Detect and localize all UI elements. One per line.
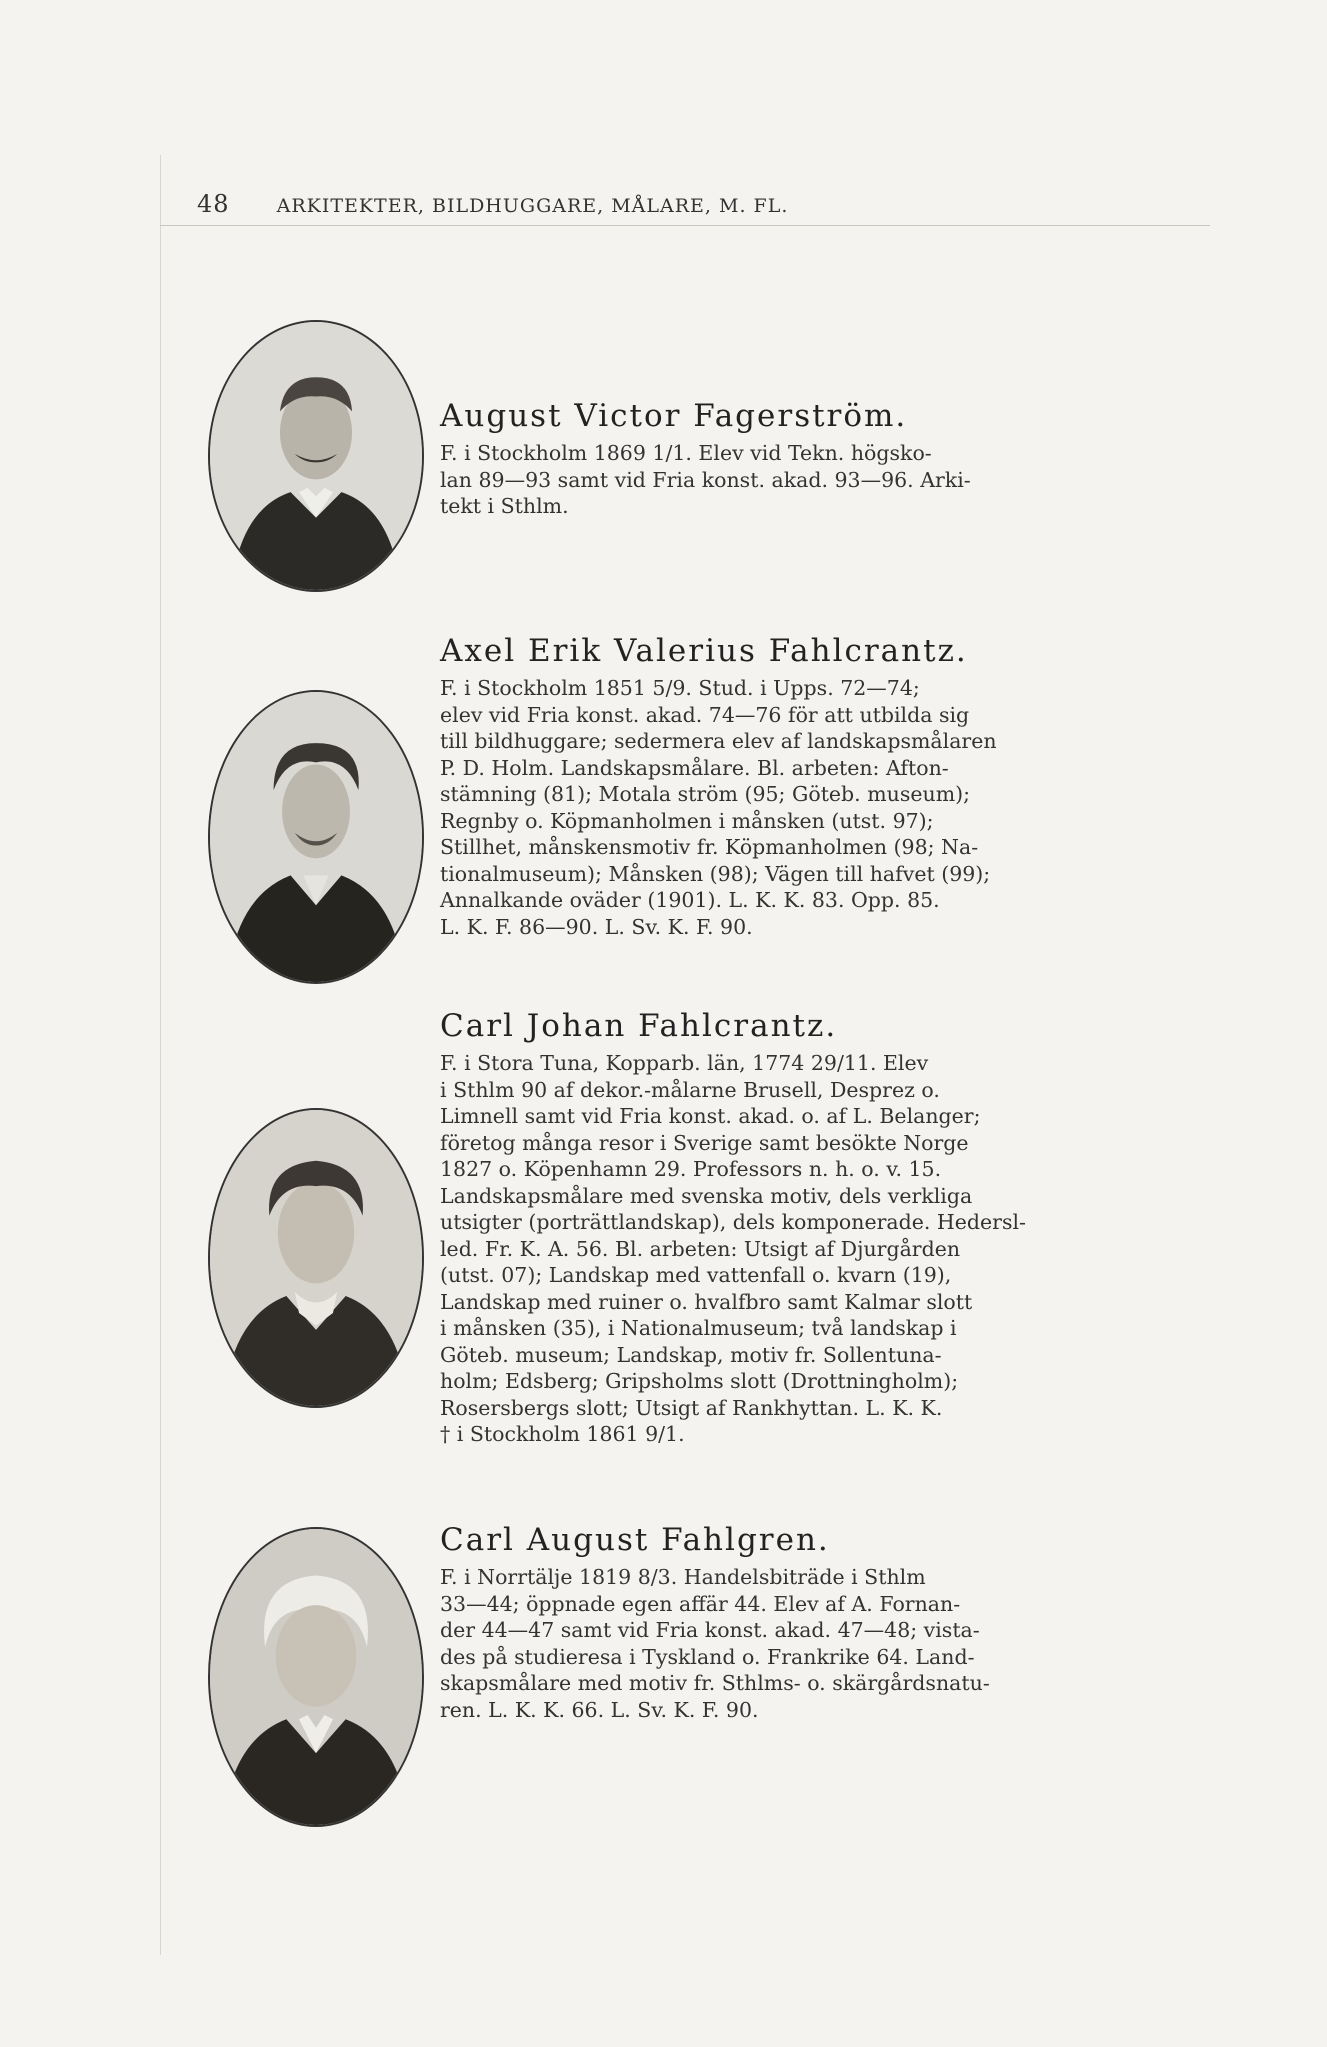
entry-name: Carl August Fahlgren. bbox=[440, 1522, 830, 1558]
entry-name: Axel Erik Valerius Fahlcrantz. bbox=[440, 633, 968, 669]
entry-name: Carl Johan Fahlcrantz. bbox=[440, 1008, 838, 1044]
text-line: lan 89—93 samt vid Fria konst. akad. 93—96. Arki- bbox=[440, 467, 971, 492]
text-line: holm; Edsberg; Gripsholms slott (Drottningholm); bbox=[440, 1369, 959, 1393]
portrait-axel-fahlcrantz bbox=[208, 690, 424, 984]
text-line: i månsken (35), i Nationalmuseum; två landskap i bbox=[440, 1316, 957, 1340]
text-line: Landskapsmålare med svenska motiv, dels verkliga bbox=[440, 1183, 973, 1208]
text-line: Regnby o. Köpmanholmen i månsken (utst. 97); bbox=[440, 808, 934, 833]
portrait-fahlgren bbox=[208, 1527, 424, 1827]
text-line: Rosersbergs slott; Utsigt af Rankhyttan. L. K. K. bbox=[440, 1395, 943, 1420]
portrait-fagerstrom bbox=[208, 320, 424, 592]
running-header bbox=[197, 190, 1057, 218]
text-line: der 44—47 samt vid Fria konst. akad. 47—48; vista- bbox=[440, 1618, 980, 1642]
text-line: tekt i Sthlm. bbox=[440, 494, 569, 518]
text-line: (utst. 07); Landskap med vattenfall o. kvarn (19), bbox=[440, 1263, 952, 1287]
text-line: des på studieresa i Tyskland o. Frankrike 64. Land- bbox=[440, 1644, 975, 1669]
page-edge-line bbox=[160, 155, 161, 1955]
header-rule bbox=[160, 225, 1210, 226]
entry-carl-johan-fahlcrantz bbox=[440, 1008, 1130, 1448]
text-line: Landskap med ruiner o. hvalfbro samt Kalmar slott bbox=[440, 1289, 973, 1314]
text-line: Annalkande oväder (1901). L. K. K. 83. Opp. 85. bbox=[440, 888, 940, 912]
entry-text bbox=[440, 675, 1130, 940]
text-line: led. Fr. K. A. 56. Bl. arbeten: Utsigt af Djurgården bbox=[440, 1236, 961, 1261]
text-line: F. i Norrtälje 1819 8/3. Handelsbiträde i Sthlm bbox=[440, 1565, 926, 1589]
entry-text bbox=[440, 440, 1130, 520]
text-line: † i Stockholm 1861 9/1. bbox=[440, 1422, 685, 1446]
text-line: till bildhuggare; sedermera elev af landskapsmålaren bbox=[440, 729, 997, 753]
text-line: P. D. Holm. Landskapsmålare. Bl. arbeten: Afton- bbox=[440, 755, 949, 780]
entry-axel-fahlcrantz bbox=[440, 633, 1130, 940]
text-line: F. i Stora Tuna, Kopparb. län, 1774 29/11. Elev bbox=[440, 1051, 929, 1075]
text-line: Limnell samt vid Fria konst. akad. o. af L. Belanger; bbox=[440, 1104, 981, 1128]
entry-text bbox=[440, 1564, 1130, 1723]
text-line: F. i Stockholm 1869 1/1. Elev vid Tekn. högsko- bbox=[440, 441, 932, 465]
text-line: 33—44; öppnade egen affär 44. Elev af A. Fornan- bbox=[440, 1591, 961, 1616]
text-line: i Sthlm 90 af dekor.-målarne Brusell, Desprez o. bbox=[440, 1077, 940, 1102]
text-line: Stillhet, månskensmotiv fr. Köpmanholmen (98; Na- bbox=[440, 835, 979, 859]
text-line: stämning (81); Motala ström (95; Göteb. museum); bbox=[440, 782, 971, 806]
running-title: ARKITEKTER, BILDHUGGARE, MÅLARE, M. FL. bbox=[276, 195, 789, 217]
text-line: tionalmuseum); Månsken (98); Vägen till hafvet (99); bbox=[440, 861, 991, 886]
text-line: Göteb. museum; Landskap, motiv fr. Sollentuna- bbox=[440, 1342, 942, 1367]
text-line: F. i Stockholm 1851 5/9. Stud. i Upps. 72—74; bbox=[440, 676, 920, 700]
page-number: 48 bbox=[197, 190, 230, 218]
entry-name: August Victor Fagerström. bbox=[440, 398, 908, 434]
entry-text bbox=[440, 1050, 1130, 1448]
text-line: företog många resor i Sverige samt besökte Norge bbox=[440, 1130, 969, 1155]
entry-fagerstrom bbox=[440, 398, 1130, 520]
text-line: utsigter (porträttlandskap), dels komponerade. Hedersl- bbox=[440, 1210, 1026, 1234]
text-line: L. K. F. 86—90. L. Sv. K. F. 90. bbox=[440, 914, 753, 939]
text-line: ren. L. K. K. 66. L. Sv. K. F. 90. bbox=[440, 1697, 759, 1722]
portrait-carl-johan-fahlcrantz bbox=[208, 1108, 424, 1408]
text-line: elev vid Fria konst. akad. 74—76 för att utbilda sig bbox=[440, 702, 970, 727]
entry-fahlgren bbox=[440, 1522, 1130, 1723]
text-line: 1827 o. Köpenhamn 29. Professors n. h. o. v. 15. bbox=[440, 1157, 942, 1181]
text-line: skapsmålare med motiv fr. Sthlms- o. skärgårdsnatu- bbox=[440, 1671, 990, 1695]
